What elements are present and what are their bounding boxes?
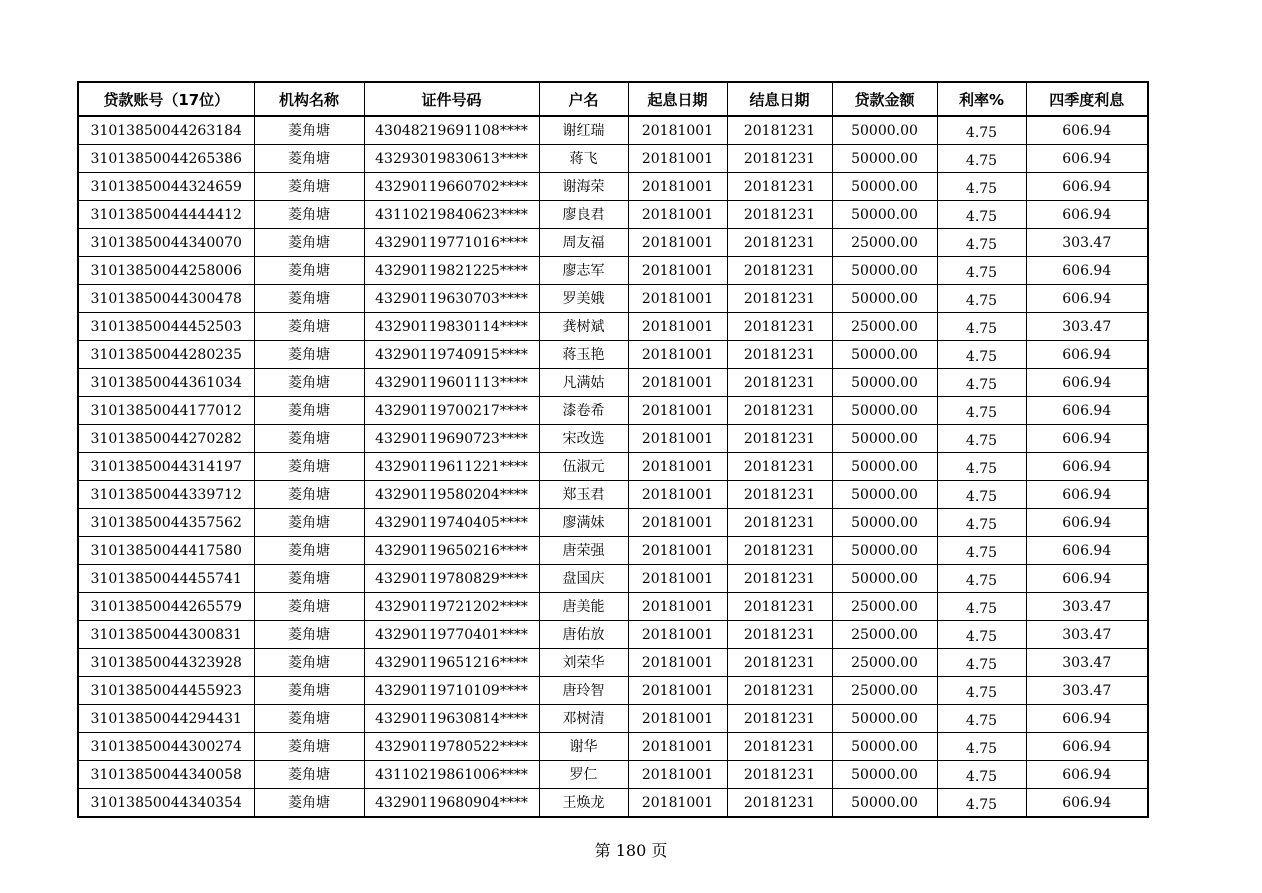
account-name-cell: 宋改选 [539,425,628,453]
start-date-cell: 20181001 [628,145,727,173]
q4-interest-cell: 606.94 [1026,481,1148,509]
interest-rate-cell: 4.75 [937,229,1026,257]
q4-interest-cell: 606.94 [1026,509,1148,537]
id-number-cell: 43290119770401**** [364,621,539,649]
id-number-cell: 43110219861006**** [364,761,539,789]
id-number-cell: 43290119740915**** [364,341,539,369]
loan-amount-cell: 25000.00 [832,649,937,677]
interest-rate-cell: 4.75 [937,369,1026,397]
table-row [78,593,1148,621]
account-name-cell: 刘荣华 [539,649,628,677]
account-name-cell: 廖良君 [539,201,628,229]
table-row [78,733,1148,761]
loan-amount-cell: 50000.00 [832,761,937,789]
account-name-cell: 龚树斌 [539,313,628,341]
loan-amount-cell: 25000.00 [832,677,937,705]
account-name-cell: 蒋玉艳 [539,341,628,369]
loan-account-cell: 31013850044280235 [78,341,254,369]
account-name-cell: 周友福 [539,229,628,257]
loan-amount-cell: 50000.00 [832,537,937,565]
id-number-cell: 43048219691108**** [364,116,539,145]
institution-cell: 菱角塘 [254,425,364,453]
start-date-cell: 20181001 [628,761,727,789]
loan-account-cell: 31013850044263184 [78,116,254,145]
loan-amount-cell: 50000.00 [832,481,937,509]
end-date-cell: 20181231 [727,789,832,818]
institution-cell: 菱角塘 [254,481,364,509]
account-name-cell: 罗美娥 [539,285,628,313]
table-row [78,369,1148,397]
loan-amount-cell: 25000.00 [832,621,937,649]
institution-cell: 菱角塘 [254,677,364,705]
end-date-cell: 20181231 [727,229,832,257]
table-row [78,509,1148,537]
end-date-cell: 20181231 [727,705,832,733]
interest-rate-cell: 4.75 [937,481,1026,509]
institution-cell: 菱角塘 [254,537,364,565]
institution-cell: 菱角塘 [254,761,364,789]
q4-interest-cell: 606.94 [1026,733,1148,761]
institution-cell: 菱角塘 [254,621,364,649]
end-date-cell: 20181231 [727,425,832,453]
q4-interest-cell: 606.94 [1026,369,1148,397]
table-row [78,229,1148,257]
page-number: 第 180 页 [594,841,668,860]
loan-interest-table [77,81,1149,818]
table-row [78,621,1148,649]
end-date-cell: 20181231 [727,369,832,397]
loan-amount-cell: 50000.00 [832,425,937,453]
account-name-cell: 廖志军 [539,257,628,285]
end-date-cell: 20181231 [727,341,832,369]
table-row [78,116,1148,145]
institution-cell: 菱角塘 [254,565,364,593]
end-date-cell: 20181231 [727,257,832,285]
loan-account-cell: 31013850044340058 [78,761,254,789]
q4-interest-cell: 606.94 [1026,145,1148,173]
q4-interest-cell: 303.47 [1026,649,1148,677]
table-header-row [78,82,1148,116]
header-account-name: 户名 [539,82,628,116]
header-loan-account: 贷款账号（17位） [78,82,254,116]
interest-rate-cell: 4.75 [937,173,1026,201]
account-name-cell: 谢红瑞 [539,116,628,145]
interest-rate-cell: 4.75 [937,509,1026,537]
end-date-cell: 20181231 [727,145,832,173]
table-body [78,116,1148,817]
institution-cell: 菱角塘 [254,229,364,257]
q4-interest-cell: 606.94 [1026,789,1148,818]
loan-amount-cell: 25000.00 [832,313,937,341]
loan-amount-cell: 50000.00 [832,565,937,593]
interest-rate-cell: 4.75 [937,621,1026,649]
table-row [78,201,1148,229]
loan-amount-cell: 50000.00 [832,733,937,761]
q4-interest-cell: 606.94 [1026,116,1148,145]
interest-rate-cell: 4.75 [937,397,1026,425]
account-name-cell: 谢华 [539,733,628,761]
loan-amount-cell: 50000.00 [832,145,937,173]
interest-rate-cell: 4.75 [937,705,1026,733]
start-date-cell: 20181001 [628,313,727,341]
loan-amount-cell: 25000.00 [832,229,937,257]
id-number-cell: 43290119651216**** [364,649,539,677]
table-row [78,453,1148,481]
loan-account-cell: 31013850044339712 [78,481,254,509]
id-number-cell: 43293019830613**** [364,145,539,173]
id-number-cell: 43290119580204**** [364,481,539,509]
loan-account-cell: 31013850044361034 [78,369,254,397]
table-row [78,481,1148,509]
account-name-cell: 谢海荣 [539,173,628,201]
loan-account-cell: 31013850044444412 [78,201,254,229]
end-date-cell: 20181231 [727,173,832,201]
start-date-cell: 20181001 [628,257,727,285]
institution-cell: 菱角塘 [254,341,364,369]
start-date-cell: 20181001 [628,285,727,313]
end-date-cell: 20181231 [727,116,832,145]
start-date-cell: 20181001 [628,649,727,677]
q4-interest-cell: 303.47 [1026,313,1148,341]
end-date-cell: 20181231 [727,313,832,341]
loan-amount-cell: 25000.00 [832,593,937,621]
loan-amount-cell: 50000.00 [832,789,937,818]
account-name-cell: 唐佑放 [539,621,628,649]
q4-interest-cell: 606.94 [1026,425,1148,453]
start-date-cell: 20181001 [628,453,727,481]
interest-rate-cell: 4.75 [937,145,1026,173]
loan-amount-cell: 50000.00 [832,201,937,229]
institution-cell: 菱角塘 [254,397,364,425]
loan-amount-cell: 50000.00 [832,116,937,145]
account-name-cell: 唐美能 [539,593,628,621]
start-date-cell: 20181001 [628,621,727,649]
start-date-cell: 20181001 [628,789,727,818]
start-date-cell: 20181001 [628,173,727,201]
end-date-cell: 20181231 [727,761,832,789]
loan-amount-cell: 50000.00 [832,257,937,285]
table-row [78,649,1148,677]
header-start-date: 起息日期 [628,82,727,116]
loan-account-cell: 31013850044314197 [78,453,254,481]
account-name-cell: 唐玲智 [539,677,628,705]
account-name-cell: 凡满姑 [539,369,628,397]
loan-account-cell: 31013850044417580 [78,537,254,565]
interest-rate-cell: 4.75 [937,537,1026,565]
end-date-cell: 20181231 [727,621,832,649]
account-name-cell: 伍淑元 [539,453,628,481]
loan-account-cell: 31013850044265386 [78,145,254,173]
institution-cell: 菱角塘 [254,453,364,481]
header-loan-amount: 贷款金额 [832,82,937,116]
q4-interest-cell: 606.94 [1026,537,1148,565]
start-date-cell: 20181001 [628,201,727,229]
interest-rate-cell: 4.75 [937,257,1026,285]
institution-cell: 菱角塘 [254,285,364,313]
account-name-cell: 郑玉君 [539,481,628,509]
interest-rate-cell: 4.75 [937,649,1026,677]
end-date-cell: 20181231 [727,453,832,481]
q4-interest-cell: 606.94 [1026,761,1148,789]
id-number-cell: 43290119830114**** [364,313,539,341]
id-number-cell: 43290119660702**** [364,173,539,201]
loan-amount-cell: 50000.00 [832,509,937,537]
id-number-cell: 43290119710109**** [364,677,539,705]
id-number-cell: 43290119650216**** [364,537,539,565]
end-date-cell: 20181231 [727,509,832,537]
institution-cell: 菱角塘 [254,145,364,173]
id-number-cell: 43110219840623**** [364,201,539,229]
interest-rate-cell: 4.75 [937,313,1026,341]
id-number-cell: 43290119630703**** [364,285,539,313]
q4-interest-cell: 606.94 [1026,285,1148,313]
loan-amount-cell: 50000.00 [832,453,937,481]
start-date-cell: 20181001 [628,593,727,621]
interest-rate-cell: 4.75 [937,116,1026,145]
start-date-cell: 20181001 [628,341,727,369]
table-row [78,705,1148,733]
end-date-cell: 20181231 [727,285,832,313]
interest-rate-cell: 4.75 [937,453,1026,481]
interest-rate-cell: 4.75 [937,733,1026,761]
q4-interest-cell: 606.94 [1026,397,1148,425]
q4-interest-cell: 606.94 [1026,565,1148,593]
interest-rate-cell: 4.75 [937,341,1026,369]
q4-interest-cell: 303.47 [1026,593,1148,621]
q4-interest-cell: 606.94 [1026,201,1148,229]
table-row [78,145,1148,173]
loan-account-cell: 31013850044324659 [78,173,254,201]
id-number-cell: 43290119700217**** [364,397,539,425]
account-name-cell: 邓树清 [539,705,628,733]
end-date-cell: 20181231 [727,649,832,677]
end-date-cell: 20181231 [727,733,832,761]
institution-cell: 菱角塘 [254,733,364,761]
start-date-cell: 20181001 [628,425,727,453]
institution-cell: 菱角塘 [254,173,364,201]
header-id-number: 证件号码 [364,82,539,116]
start-date-cell: 20181001 [628,116,727,145]
interest-rate-cell: 4.75 [937,677,1026,705]
account-name-cell: 盘国庆 [539,565,628,593]
end-date-cell: 20181231 [727,565,832,593]
start-date-cell: 20181001 [628,509,727,537]
table-row [78,257,1148,285]
loan-account-cell: 31013850044452503 [78,313,254,341]
table-row [78,425,1148,453]
account-name-cell: 唐荣强 [539,537,628,565]
end-date-cell: 20181231 [727,677,832,705]
end-date-cell: 20181231 [727,537,832,565]
institution-cell: 菱角塘 [254,201,364,229]
interest-rate-cell: 4.75 [937,565,1026,593]
header-interest-rate: 利率% [937,82,1026,116]
loan-account-cell: 31013850044455741 [78,565,254,593]
id-number-cell: 43290119680904**** [364,789,539,818]
account-name-cell: 廖满妹 [539,509,628,537]
id-number-cell: 43290119630814**** [364,705,539,733]
header-institution: 机构名称 [254,82,364,116]
interest-rate-cell: 4.75 [937,425,1026,453]
interest-rate-cell: 4.75 [937,201,1026,229]
loan-amount-cell: 50000.00 [832,173,937,201]
end-date-cell: 20181231 [727,593,832,621]
institution-cell: 菱角塘 [254,369,364,397]
account-name-cell: 蒋飞 [539,145,628,173]
table-row [78,677,1148,705]
end-date-cell: 20181231 [727,481,832,509]
q4-interest-cell: 606.94 [1026,257,1148,285]
loan-amount-cell: 50000.00 [832,705,937,733]
end-date-cell: 20181231 [727,201,832,229]
table-row [78,397,1148,425]
institution-cell: 菱角塘 [254,705,364,733]
id-number-cell: 43290119821225**** [364,257,539,285]
start-date-cell: 20181001 [628,705,727,733]
loan-amount-cell: 50000.00 [832,341,937,369]
loan-account-cell: 31013850044177012 [78,397,254,425]
q4-interest-cell: 606.94 [1026,341,1148,369]
header-q4-interest: 四季度利息 [1026,82,1148,116]
table-row [78,537,1148,565]
header-end-date: 结息日期 [727,82,832,116]
loan-account-cell: 31013850044357562 [78,509,254,537]
institution-cell: 菱角塘 [254,789,364,818]
interest-rate-cell: 4.75 [937,789,1026,818]
q4-interest-cell: 606.94 [1026,453,1148,481]
institution-cell: 菱角塘 [254,313,364,341]
loan-account-cell: 31013850044294431 [78,705,254,733]
end-date-cell: 20181231 [727,397,832,425]
loan-account-cell: 31013850044455923 [78,677,254,705]
account-name-cell: 漆卷希 [539,397,628,425]
loan-account-cell: 31013850044300478 [78,285,254,313]
institution-cell: 菱角塘 [254,116,364,145]
table-row [78,313,1148,341]
account-name-cell: 罗仁 [539,761,628,789]
q4-interest-cell: 303.47 [1026,677,1148,705]
institution-cell: 菱角塘 [254,593,364,621]
id-number-cell: 43290119690723**** [364,425,539,453]
q4-interest-cell: 606.94 [1026,173,1148,201]
start-date-cell: 20181001 [628,733,727,761]
interest-rate-cell: 4.75 [937,285,1026,313]
start-date-cell: 20181001 [628,369,727,397]
interest-rate-cell: 4.75 [937,761,1026,789]
id-number-cell: 43290119780829**** [364,565,539,593]
loan-account-cell: 31013850044340354 [78,789,254,818]
q4-interest-cell: 606.94 [1026,705,1148,733]
loan-account-cell: 31013850044270282 [78,425,254,453]
loan-amount-cell: 50000.00 [832,285,937,313]
id-number-cell: 43290119601113**** [364,369,539,397]
loan-amount-cell: 50000.00 [832,397,937,425]
loan-amount-cell: 50000.00 [832,369,937,397]
id-number-cell: 43290119721202**** [364,593,539,621]
table-row [78,761,1148,789]
id-number-cell: 43290119780522**** [364,733,539,761]
start-date-cell: 20181001 [628,537,727,565]
id-number-cell: 43290119611221**** [364,453,539,481]
loan-account-cell: 31013850044323928 [78,649,254,677]
loan-account-cell: 31013850044258006 [78,257,254,285]
id-number-cell: 43290119740405**** [364,509,539,537]
q4-interest-cell: 303.47 [1026,621,1148,649]
start-date-cell: 20181001 [628,481,727,509]
account-name-cell: 王焕龙 [539,789,628,818]
table-row [78,789,1148,818]
loan-account-cell: 31013850044300274 [78,733,254,761]
q4-interest-cell: 303.47 [1026,229,1148,257]
institution-cell: 菱角塘 [254,509,364,537]
interest-rate-cell: 4.75 [937,593,1026,621]
loan-account-cell: 31013850044300831 [78,621,254,649]
start-date-cell: 20181001 [628,397,727,425]
loan-account-cell: 31013850044265579 [78,593,254,621]
id-number-cell: 43290119771016**** [364,229,539,257]
loan-account-cell: 31013850044340070 [78,229,254,257]
table-row [78,341,1148,369]
institution-cell: 菱角塘 [254,649,364,677]
start-date-cell: 20181001 [628,565,727,593]
institution-cell: 菱角塘 [254,257,364,285]
table-row [78,565,1148,593]
start-date-cell: 20181001 [628,229,727,257]
table-row [78,173,1148,201]
table-row [78,285,1148,313]
start-date-cell: 20181001 [628,677,727,705]
